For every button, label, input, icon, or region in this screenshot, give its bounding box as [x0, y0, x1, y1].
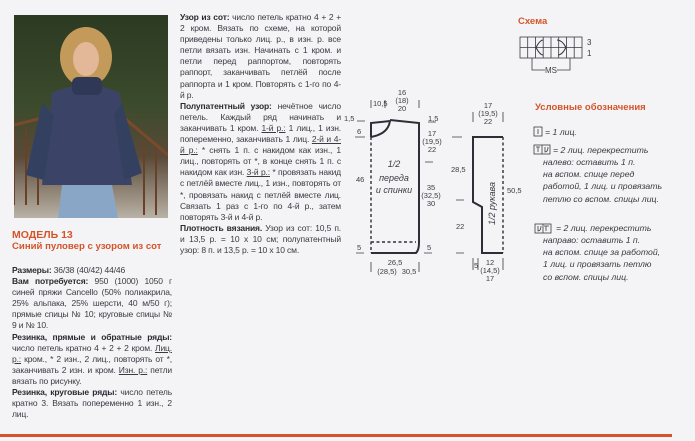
legend-item-cross-left — [553, 144, 695, 156]
instruction-text: 950 (1000) 1050 г синей пряжи Cancello (50% полиакрила, 25% альпака, 25% шерсти, 40 м/50 г); прямые спицы № 10; круговые спицы № 9 и № 10. — [12, 276, 173, 331]
shoulder-width-label-3: 20 — [397, 104, 407, 113]
schema-row-label-1: 1 — [587, 49, 592, 58]
row-label: 2-й и 4-й р.: — [180, 134, 341, 156]
section-heading: Вам потребуется: — [12, 276, 89, 287]
shoulder-width-label-2: (18) — [395, 96, 409, 105]
right-shoulder-drop-label: 1,5 — [428, 114, 439, 123]
legend-item-cross-left-desc — [543, 156, 695, 205]
legend-text: налево: оставить 1 п. — [543, 157, 636, 167]
shoulder-width-label-1: 16 — [397, 88, 407, 97]
ribbing-right-label: 5 — [427, 243, 432, 252]
legend-text: = 2 лиц. перекрестить — [556, 223, 652, 233]
legend-text: на вспом. спице за работой, — [543, 247, 661, 258]
front-label-1: 1/2 — [387, 159, 401, 169]
neck-depth-label: 6 — [357, 127, 362, 136]
legend-text: петлю со вспом. спицы лиц. — [543, 193, 659, 204]
instruction-text: Узор из сот: 10,5 п. и 13,5 р. = 10 x 10 см; полупатентный узор: 8 п. и 13,5 р. = 10 x 10 см. — [180, 222, 341, 255]
schema-title: Схема — [518, 16, 548, 27]
neck-width-label: 10,5 — [373, 99, 388, 108]
row-label: Лиц. р.: — [12, 342, 172, 364]
instruction-text: * снять 1 п. с накидом как изн., 1 лиц., повторять от *, в конце снять 1 п. с накидом как изн. — [180, 145, 341, 178]
legend-text: направо: оставить 1 п. — [543, 235, 641, 245]
bottom-width-label-1: 26,5 — [387, 258, 403, 267]
instruction-text: петли вязать по рисунку. — [12, 364, 172, 386]
sleeve-top-label-1: 17 — [483, 101, 493, 110]
legend-item-cross-right-desc — [543, 234, 695, 283]
sleeve-label: 1/2 рукава — [487, 182, 497, 225]
schema-repeat-label: MS — [545, 66, 557, 75]
front-label-3: и спинки — [375, 185, 413, 195]
sleeve-upper-label: 28,5 — [451, 165, 466, 174]
bottom-width-label-2: (28,5) — [377, 267, 397, 276]
armhole-label-3: 22 — [427, 145, 437, 154]
legend-text: = 1 лиц. — [545, 127, 577, 137]
bottom-width-label-3: 30,5 — [401, 267, 417, 276]
instruction-text: * провязать накид с петлёй вместе лиц., 1 изн., повторять от *, провязать накид с петлёй вместе лиц. Связать 1 раз с 1-го по 4-й р., затем повторять 3-й и 4-й р. — [180, 167, 341, 222]
ribbing-left-label: 5 — [357, 243, 362, 252]
legend-text: 1 лиц. и провязать петлю — [543, 259, 652, 270]
sleeve-bottom-label-2: (14,5) — [480, 266, 500, 275]
model-subtitle: Синий пуловер с узором из сот — [12, 241, 162, 252]
legend-text: работой, 1 лиц. и провязать — [543, 181, 663, 192]
armhole-label-1: 17 — [427, 129, 437, 138]
side-length-label-3: 30 — [426, 199, 436, 208]
sleeve-bottom-label-3: 17 — [485, 274, 495, 283]
instruction-text: число петель кратно 4 + 2 + 2 кром. Вязать по схеме, на которой приведены только лиц. р., в изн. р. все петли вязать изн. Начинать с 1 кром. и петли перед раппортом, повторять раппорт, заканчивать петлёй после раппорта и 1 кром. Повторять с 1-го по 4-й р. — [180, 12, 342, 100]
legend-item-cross-right — [556, 222, 695, 234]
side-length-label-2: (32,5) — [421, 191, 441, 200]
sleeve-lower-label: 22 — [456, 222, 465, 231]
knit-stitch-symbol-icon — [534, 127, 542, 136]
page-bottom-rule — [0, 434, 672, 437]
sleeve-total-label: 50,5 — [507, 186, 522, 195]
section-heading: Размеры: — [12, 265, 52, 275]
cross-right-symbol-icon — [535, 224, 551, 233]
legend-title: Условные обозначения — [535, 102, 646, 113]
instruction-text: 1 лиц., 1 изн. попеременно, заканчивать 1 лиц. — [180, 122, 341, 145]
model-title: МОДЕЛЬ 13 — [12, 229, 73, 241]
sleeve-top-label-2: (19,5) — [478, 109, 498, 118]
section-heading: Резинка, круговые ряды: — [12, 387, 118, 398]
legend-text: = 2 лиц. перекрестить — [553, 145, 649, 155]
cross-left-symbol-icon — [534, 145, 550, 154]
section-heading: Узор из сот: — [180, 12, 230, 22]
row-label: Изн. р.: — [118, 364, 148, 375]
section-heading: Резинка, прямые и обратные ряды: — [12, 331, 172, 342]
instruction-text: число петель кратно 4 + 2 + 2 кром. — [12, 342, 156, 353]
instruction-text: число петель кратно 3. Вязать попеременно 1 изн., 2 лиц. — [12, 387, 172, 420]
row-label: 3-й р.: — [246, 167, 270, 178]
legend-text: со вспом. спицы лиц. — [543, 271, 629, 282]
section-heading: Полупатентный узор: — [180, 100, 272, 111]
side-length-label-1: 35 — [426, 183, 436, 192]
sleeve-bottom-label-1: 12 — [485, 258, 495, 267]
armhole-label-2: (19,5) — [422, 137, 442, 146]
sleeve-cuff-label: 5 — [474, 261, 479, 270]
schema-row-label-3: 3 — [587, 38, 592, 47]
sleeve-top-label-3: 22 — [483, 117, 493, 126]
left-shoulder-drop-label: 1,5 — [344, 114, 355, 123]
front-label-2: переда — [379, 173, 409, 183]
section-heading: Плотность вязания. — [180, 222, 263, 233]
instruction-text: нечётное число петель. Каждый ряд начинать и заканчивать 1 кром. — [180, 100, 341, 133]
body-length-label: 46 — [356, 175, 365, 184]
legend-item-knit — [545, 126, 695, 138]
instruction-text: 36/38 (40/42) 44/46 — [51, 265, 126, 275]
instruction-text: кром., * 2 изн., 2 лиц., повторять от *, заканчивать 2 изн. и кром. — [12, 353, 172, 375]
front-back-fold-line — [371, 137, 416, 253]
legend-text: на вспом. спице перед — [543, 169, 635, 180]
row-label: 1-й р.: — [261, 122, 286, 133]
